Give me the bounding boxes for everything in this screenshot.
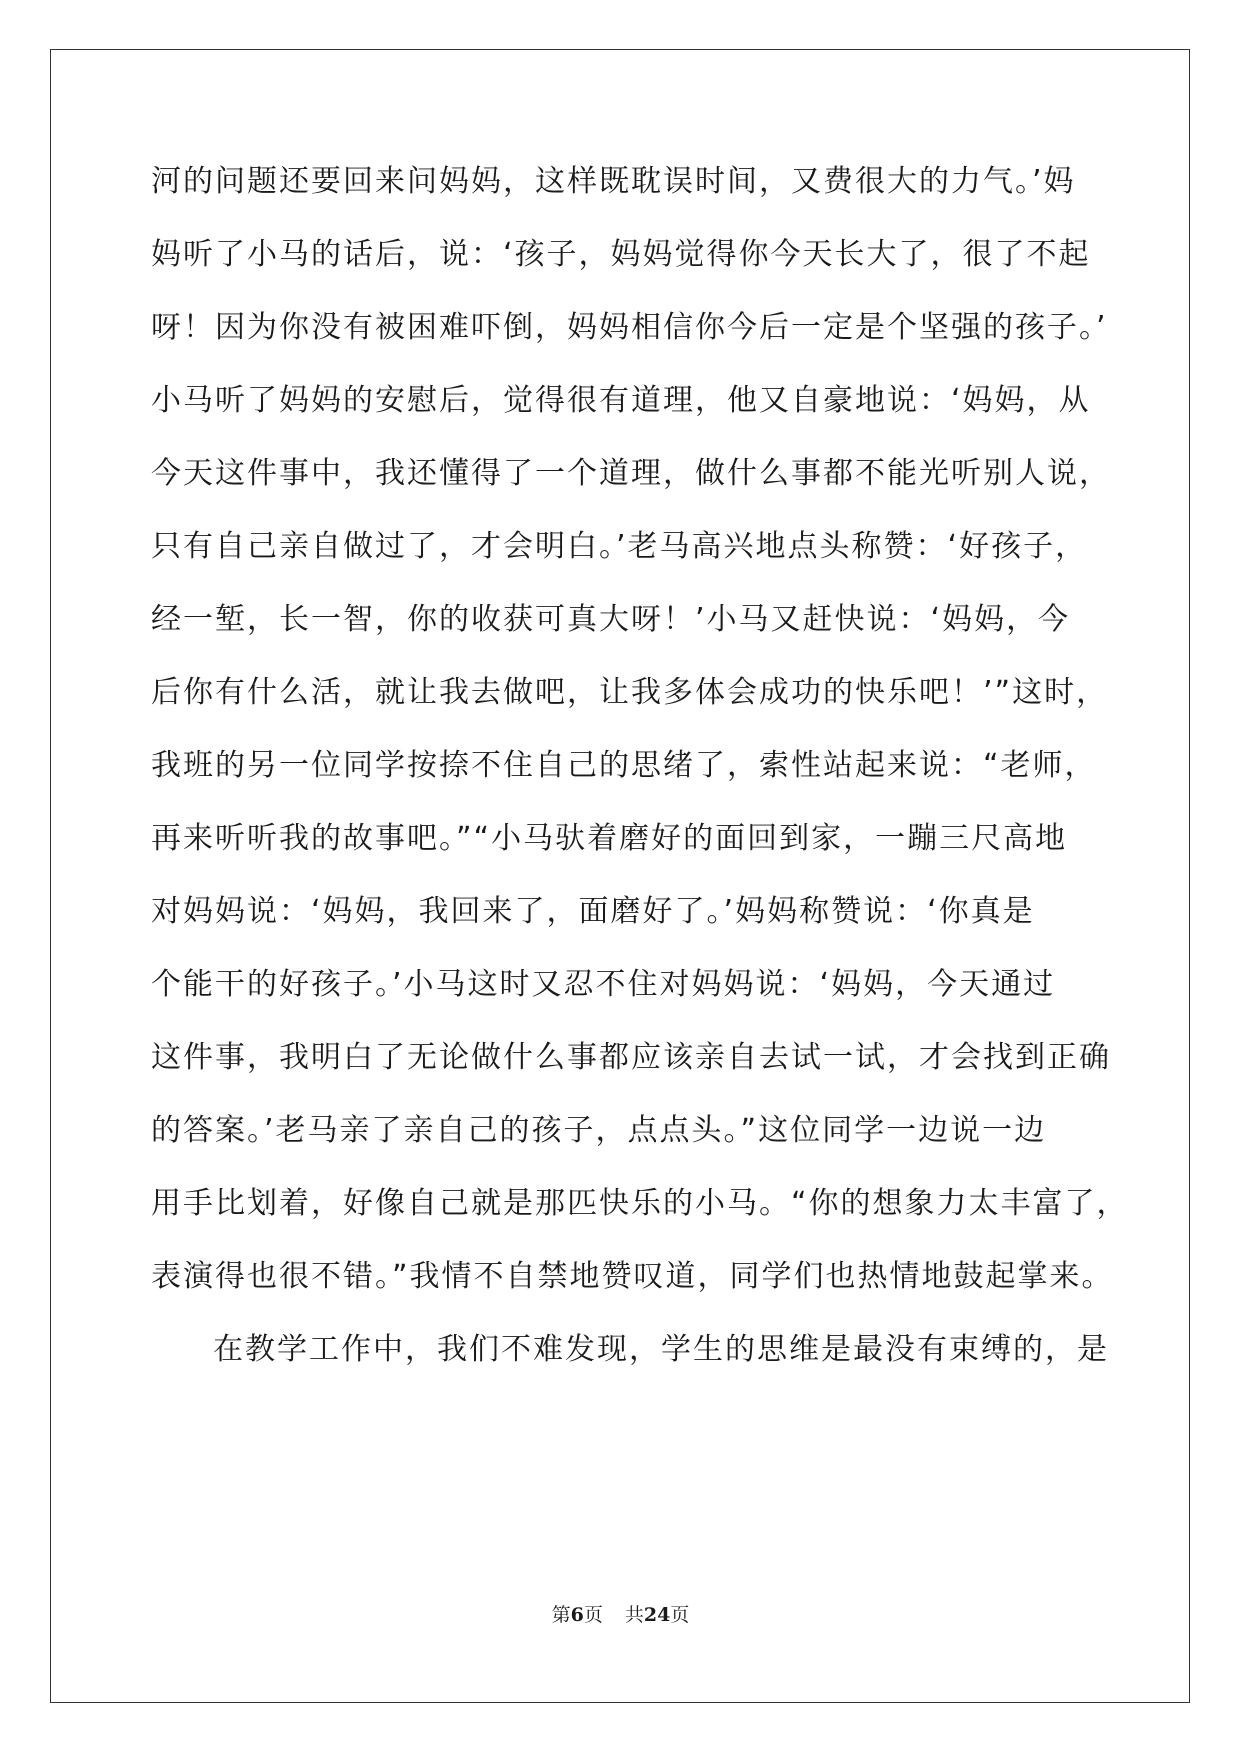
page-number: 6 [570,1604,584,1626]
text-line: 后你有什么活，就让我去做吧，让我多体会成功的快乐吧！’”这时， [151,675,1109,710]
text-line: 我班的另一位同学按捺不住自己的思绪了，索性站起来说：“老师， [151,748,1097,783]
footer-total-prefix: 共 [624,1604,644,1626]
text-line: 妈听了小马的话后，说：‘孩子，妈妈觉得你今天长大了，很了不起 [151,237,1091,272]
text-line: 只有自己亲自做过了，才会明白。’老马高兴地点头称赞：‘好孩子， [151,529,1088,564]
footer-prefix: 第 [551,1604,571,1626]
text-line: 今天这件事中，我还懂得了一个道理，做什么事都不能光听别人说， [151,456,1111,491]
text-line: 个能干的好孩子。’小马这时又忍不住对妈妈说：‘妈妈，今天通过 [151,967,1056,1002]
text-line: 经一堑，长一智，你的收获可真大呀！’小马又赶快说：‘妈妈，今 [151,602,1071,637]
text-line: 再来听听我的故事吧。”“小马驮着磨好的面回到家，一蹦三尺高地 [151,821,1068,856]
total-pages: 24 [643,1604,671,1626]
text-line: 河的问题还要回来问妈妈，这样既耽误时间，又费很大的力气。’妈 [151,164,1076,199]
paragraph-start-line: 在教学工作中，我们不难发现，学生的思维是最没有束缚的，是 [213,1332,1109,1367]
text-line: 这件事，我明白了无论做什么事都应该亲自去试一试，才会找到正确 [151,1040,1111,1075]
footer-page-suffix: 页 [583,1604,603,1626]
text-line: 表演得也很不错。”我情不自禁地赞叹道，同学们也热情地鼓起掌来。 [151,1259,1114,1294]
body-text [151,160,1129,1401]
text-line: 小马听了妈妈的安慰后，觉得很有道理，他又自豪地说：‘妈妈，从 [151,383,1091,418]
text-line: 对妈妈说：‘妈妈，我回来了，面磨好了。’妈妈称赞说：‘你真是 [151,894,1035,929]
page-footer [0,1603,1241,1627]
footer-total-suffix: 页 [670,1604,690,1626]
text-line: 用手比划着，好像自己就是那匹快乐的小马。“你的想象力太丰富了， [151,1186,1129,1221]
text-line: 的答案。’老马亲了亲自己的孩子，点点头。”这位同学一边说一边 [151,1113,1047,1148]
text-line: 呀！因为你没有被困难吓倒，妈妈相信你今后一定是个坚强的孩子。’ [151,310,1108,345]
